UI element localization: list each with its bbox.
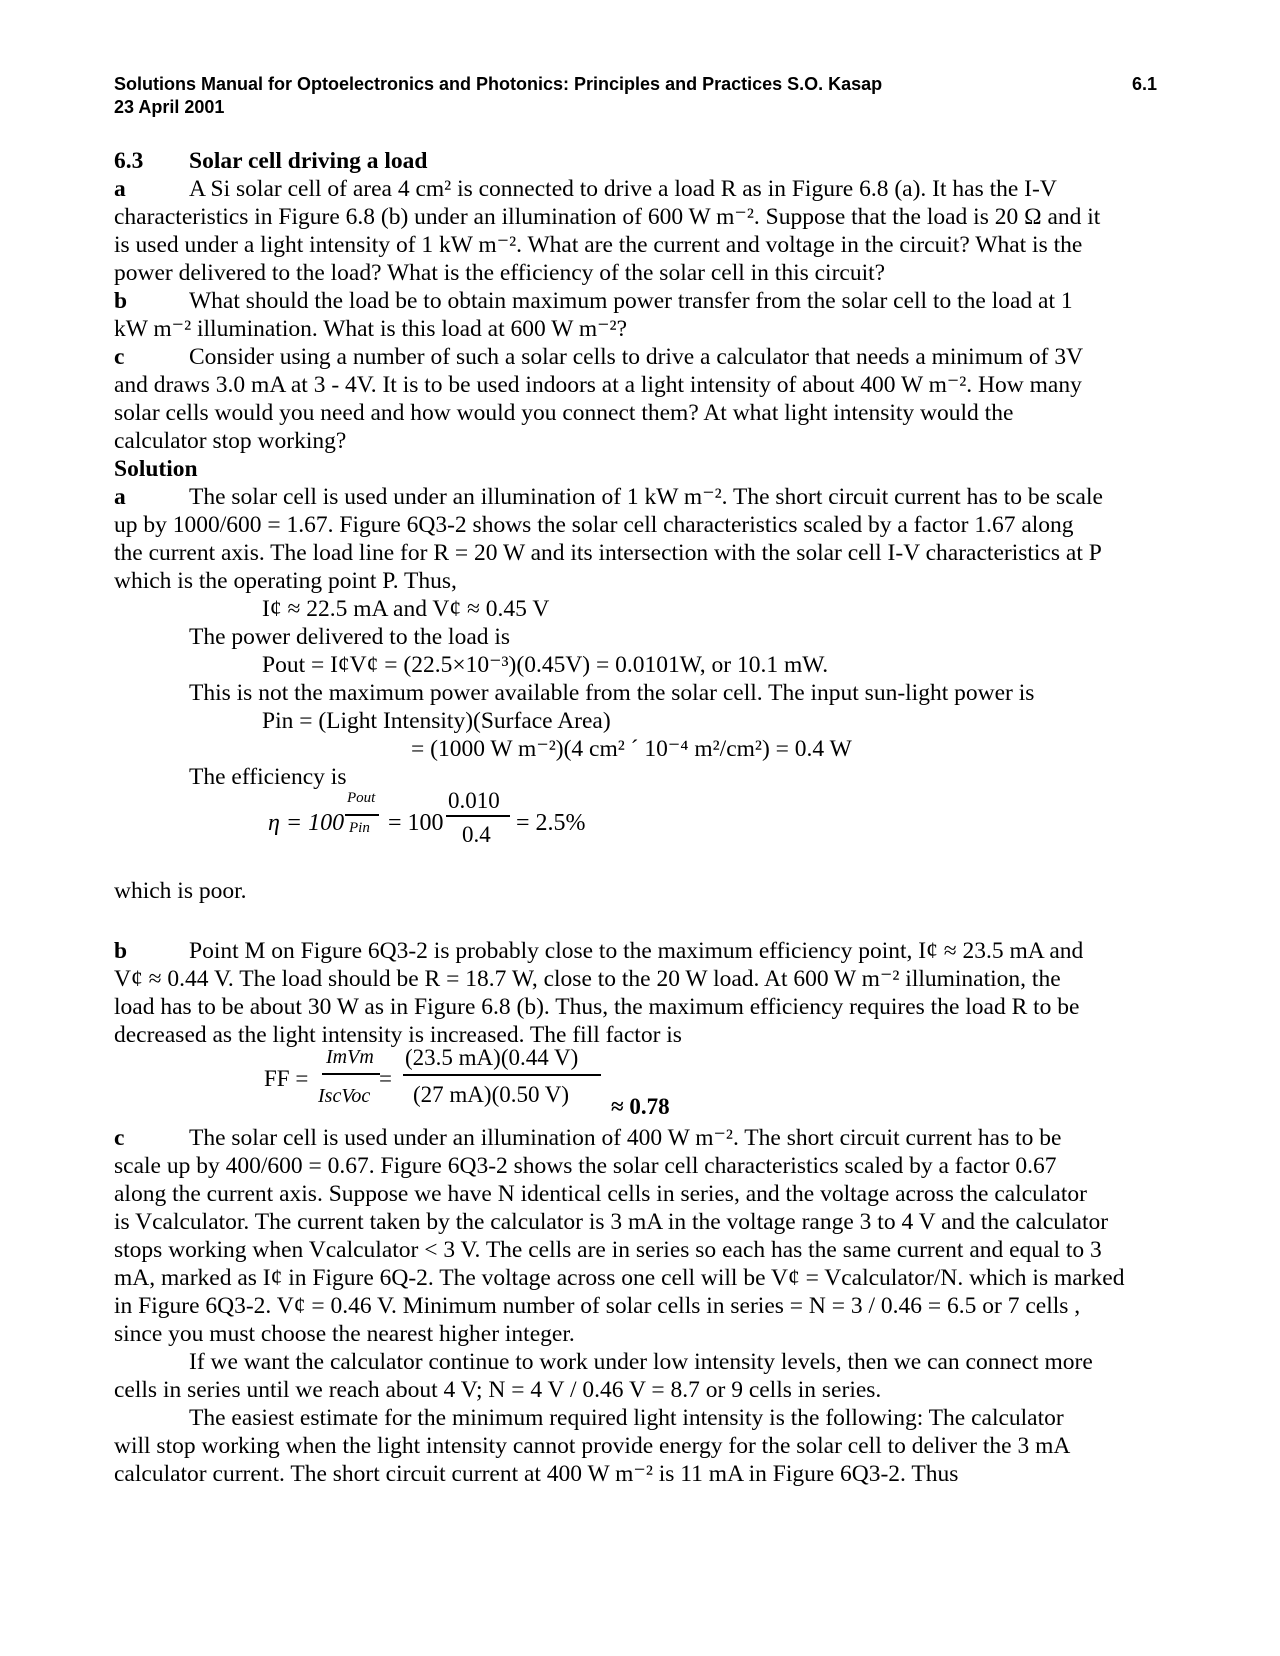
solution-c-line: along the current axis. Suppose we have N identical cells in series, and the voltage across the calculator: [114, 1181, 1087, 1207]
problem-c-line: calculator stop working?: [114, 428, 347, 454]
solution-c-line: since you must choose the nearest higher integer.: [114, 1321, 575, 1347]
part-label: a: [114, 484, 126, 510]
eta-den2: 0.4: [462, 822, 491, 847]
pout-equation: Pout = I¢V¢ = (22.5×10⁻³)(0.45V) = 0.0101W, or 10.1 mW.: [262, 652, 829, 678]
part-label: c: [114, 1125, 125, 1151]
ff-num2: (23.5 mA)(0.44 V): [405, 1045, 579, 1070]
fraction-bar: [345, 814, 379, 816]
fraction-bar: [322, 1073, 380, 1075]
solution-a-end: which is poor.: [114, 878, 247, 904]
eta-den1: Pin: [349, 820, 370, 836]
eta-num1: Pout: [347, 790, 376, 806]
solution-a-line: the current axis. The load line for R = 20 W and its intersection with the solar cell I-V characteristics at P: [114, 540, 1102, 566]
eta-num2: 0.010: [448, 788, 500, 813]
solution-c-line: mA, marked as I¢ in Figure 6Q-2. The voltage across one cell will be V¢ = Vcalculator/N. which is marked: [114, 1265, 1125, 1291]
ff-num1: ImVm: [326, 1046, 374, 1068]
problem-c-line: solar cells would you need and how would you connect them? At what light intensity would the: [114, 400, 1014, 426]
part-label: b: [114, 938, 128, 964]
solution-b-line: decreased as the light intensity is increased. The fill factor is: [114, 1022, 682, 1048]
pin-equation-value: = (1000 W m⁻²)(4 cm² ´ 10⁻⁴ m²/cm²) = 0.4 W: [411, 736, 852, 762]
solution-a-line: up by 1000/600 = 1.67. Figure 6Q3-2 shows the solar cell characteristics scaled by a factor 1.67 along: [114, 512, 1074, 538]
part-label: b: [114, 288, 128, 314]
solution-c-line: will stop working when the light intensity cannot provide energy for the solar cell to deliver the 3 mA: [114, 1433, 1071, 1459]
problem-a-line: a A Si solar cell of area 4 cm² is connected to drive a load R as in Figure 6.8 (a). It has the I-V: [114, 176, 1057, 202]
ff-lhs: FF =: [264, 1066, 309, 1091]
solution-c-line: If we want the calculator continue to work under low intensity levels, then we can connect more: [189, 1349, 1093, 1375]
solution-c-line: in Figure 6Q3-2. V¢ = 0.46 V. Minimum number of solar cells in series = N = 3 / 0.46 = 6.5 or 7 cells ,: [114, 1293, 1081, 1319]
ff-den1: IscVoc: [318, 1085, 371, 1107]
solution-c-line: scale up by 400/600 = 0.67. Figure 6Q3-2 shows the solar cell characteristics scaled by a factor 0.67: [114, 1153, 1057, 1179]
running-header-title: Solutions Manual for Optoelectronics and Photonics: Principles and Practices S.O. Kasap: [114, 74, 883, 94]
solution-c-line: cells in series until we reach about 4 V; N = 4 V / 0.46 V = 8.7 or 9 cells in series.: [114, 1377, 882, 1403]
operating-point-equation: I¢ ≈ 22.5 mA and V¢ ≈ 0.45 V: [262, 596, 550, 622]
solution-a-line: This is not the maximum power available from the solar cell. The input sun-light power is: [189, 680, 1035, 706]
problem-a-line: is used under a light intensity of 1 kW m⁻². What are the current and voltage in the circuit? What is the: [114, 232, 1083, 258]
part-label: c: [114, 344, 125, 370]
solution-a-line: a The solar cell is used under an illumination of 1 kW m⁻². The short circuit current has to be scale: [114, 484, 1103, 510]
problem-b-line: b What should the load be to obtain maximum power transfer from the solar cell to the load at 1: [114, 288, 1073, 314]
solution-c-line: is Vcalculator. The current taken by the calculator is 3 mA in the voltage range 3 to 4 V and the calculator: [114, 1209, 1109, 1235]
ff-rhs: ≈ 0.78: [611, 1094, 670, 1119]
problem-c-line: c Consider using a number of such a solar cells to drive a calculator that needs a minimum of 3V: [114, 344, 1084, 370]
problem-title: Solar cell driving a load: [189, 148, 428, 174]
page-number: 6.1: [1132, 74, 1158, 94]
solution-heading: Solution: [114, 456, 198, 482]
problem-number: 6.3: [114, 148, 144, 174]
running-header-date: 23 April 2001: [114, 97, 225, 117]
solution-b-line: V¢ ≈ 0.44 V. The load should be R = 18.7 W, close to the 20 W load. At 600 W m⁻² illumination, the: [114, 966, 1061, 992]
problem-a-line: characteristics in Figure 6.8 (b) under an illumination of 600 W m⁻². Suppose that the load is 20 Ω and it: [114, 204, 1101, 230]
solution-c-line: c The solar cell is used under an illumination of 400 W m⁻². The short circuit current has to be: [114, 1125, 1062, 1151]
problem-b-line: kW m⁻² illumination. What is this load at 600 W m⁻²?: [114, 316, 627, 342]
solution-b-line: load has to be about 30 W as in Figure 6.8 (b). Thus, the maximum efficiency requires the load R to be: [114, 994, 1080, 1020]
problem-c-line: and draws 3.0 mA at 3 - 4V. It is to be used indoors at a light intensity of about 400 W m⁻². How many: [114, 372, 1082, 398]
part-label: a: [114, 176, 126, 202]
solution-a-line: which is the operating point P. Thus,: [114, 568, 457, 594]
solution-c-line: The easiest estimate for the minimum required light intensity is the following: The calculator: [189, 1405, 1064, 1431]
ff-eq: =: [379, 1066, 392, 1091]
fraction-bar: [446, 815, 510, 817]
solution-c-line: stops working when Vcalculator < 3 V. The cells are in series so each has the same current and equal to 3: [114, 1237, 1102, 1263]
solution-c-line: calculator current. The short circuit current at 400 W m⁻² is 11 mA in Figure 6Q3-2. Thus: [114, 1461, 959, 1487]
problem-heading: [114, 147, 428, 175]
solution-b-line: b Point M on Figure 6Q3-2 is probably close to the maximum efficiency point, I¢ ≈ 23.5 mA and: [114, 938, 1084, 964]
eta-lhs: η = 100: [268, 810, 345, 836]
eta-mid: = 100: [388, 810, 444, 836]
problem-a-line: power delivered to the load? What is the efficiency of the solar cell in this circuit?: [114, 260, 886, 286]
ff-den2: (27 mA)(0.50 V): [413, 1082, 570, 1107]
eta-rhs: = 2.5%: [516, 810, 586, 836]
solution-a-line: The power delivered to the load is: [189, 624, 511, 650]
solution-a-line: The efficiency is: [189, 764, 347, 790]
pin-equation: Pin = (Light Intensity)(Surface Area): [262, 708, 611, 734]
fraction-bar: [403, 1074, 601, 1076]
